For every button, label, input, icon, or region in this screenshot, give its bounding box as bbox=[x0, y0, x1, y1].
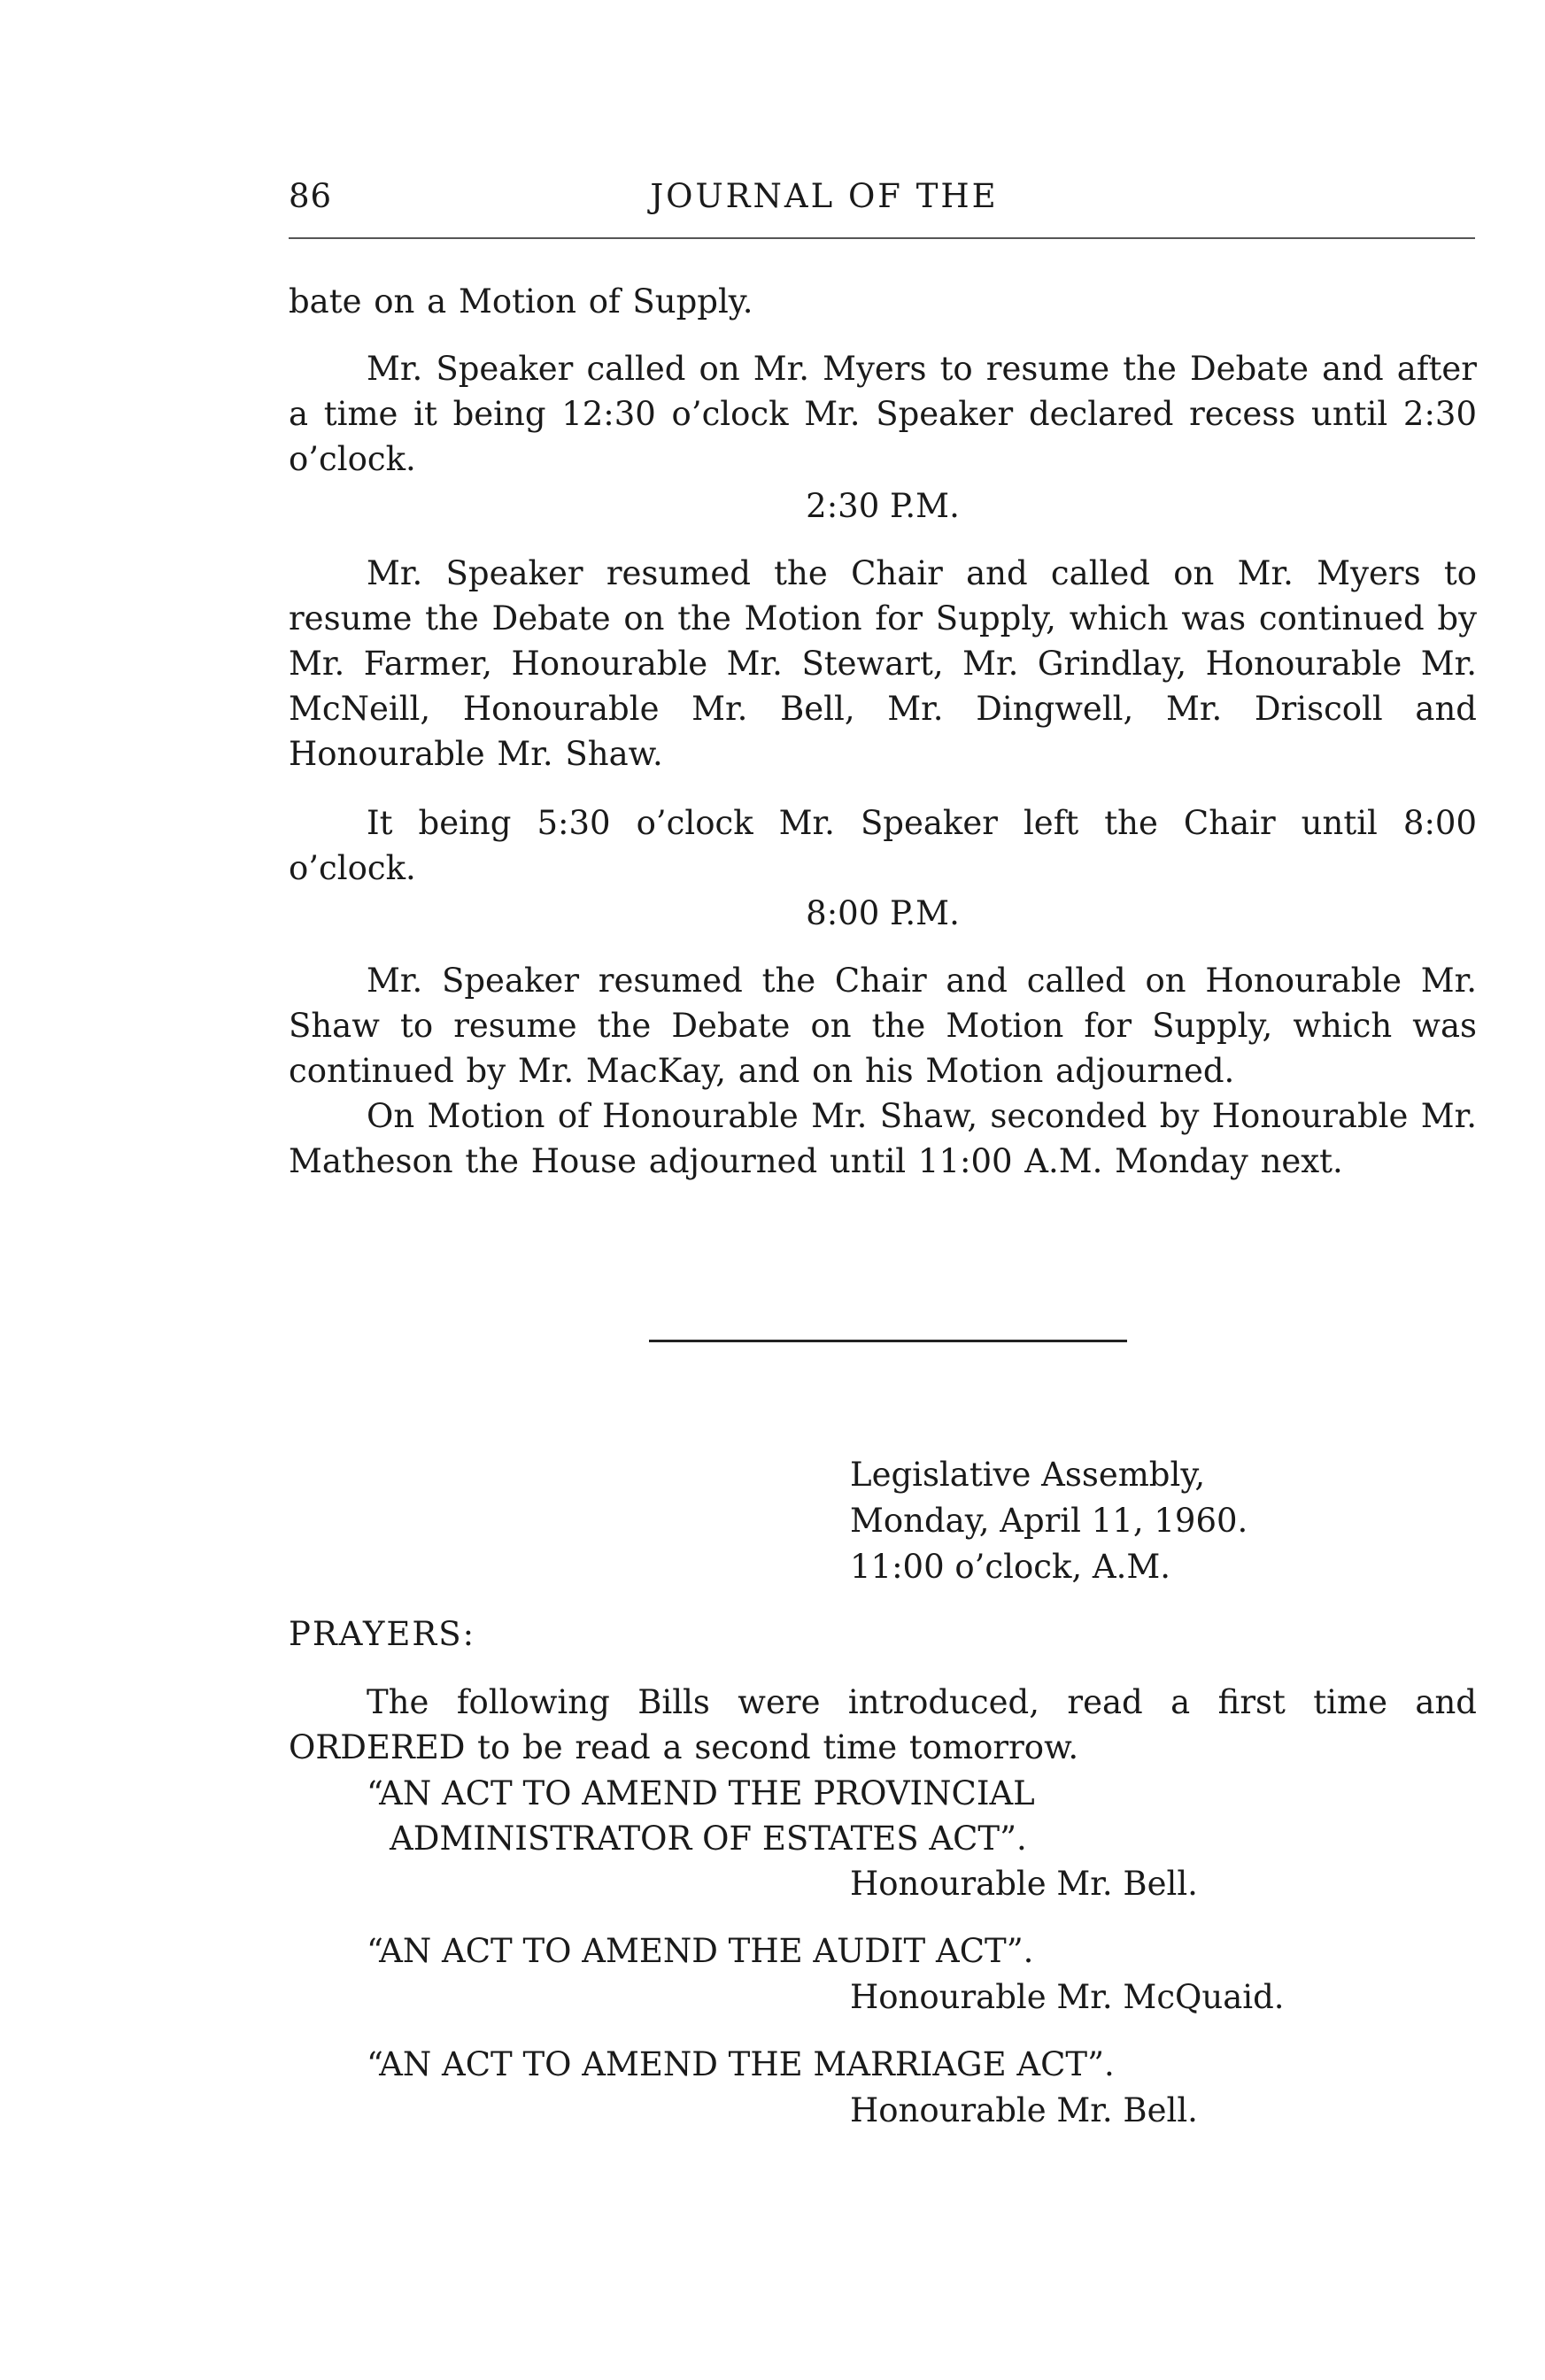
dateline-time: 11:00 o’clock, A.M. bbox=[850, 1548, 1171, 1586]
time-heading-afternoon: 2:30 P.M. bbox=[806, 487, 960, 525]
bill-title-line: “AN ACT TO AMEND THE PROVINCIAL bbox=[367, 1774, 1035, 1812]
dateline-date: Monday, April 11, 1960. bbox=[850, 1502, 1248, 1540]
paragraph-afternoon-debate: Mr. Speaker resumed the Chair and called on Mr. Myers to resume the Debate on the Motion for Supply, which was continued by Mr. Farmer, Honourable Mr. Stewart, Mr. Grindlay, Honourable Mr. McNeill, Honourable Mr. Bell, Mr. Dingwell, Mr. Driscoll and Honourable Mr. Shaw. bbox=[289, 554, 1477, 773]
bill-title-line: “AN ACT TO AMEND THE MARRIAGE ACT”. bbox=[367, 2045, 1115, 2083]
paragraph-chair-left: It being 5:30 o’clock Mr. Speaker left the Chair until 8:00 o’clock. bbox=[289, 804, 1477, 887]
paragraph-adjournment: On Motion of Honourable Mr. Shaw, seconded by Honourable Mr. Matheson the House adjourned until 11:00 A.M. Monday next. bbox=[289, 1097, 1477, 1180]
header-rule bbox=[289, 237, 1475, 239]
section-divider bbox=[649, 1340, 1127, 1342]
running-head: JOURNAL OF THE bbox=[650, 177, 999, 215]
bill-title bbox=[367, 2042, 1115, 2087]
bill-title-line: ADMINISTRATOR OF ESTATES ACT”. bbox=[390, 1820, 1027, 1858]
paragraph-evening-debate: Mr. Speaker resumed the Chair and called on Honourable Mr. Shaw to resume the Debate on the Motion for Supply, which was continued by Mr. MacKay, and on his Motion adjourned. bbox=[289, 962, 1477, 1090]
time-heading-evening: 8:00 P.M. bbox=[806, 894, 960, 932]
bill-title bbox=[367, 1928, 1033, 1974]
prayers-heading: PRAYERS: bbox=[289, 1615, 476, 1653]
page-header bbox=[289, 177, 1475, 230]
bills-intro: The following Bills were introduced, read a first time and ORDERED to be read a second time tomorrow. bbox=[289, 1683, 1477, 1766]
bill-title-line: “AN ACT TO AMEND THE AUDIT ACT”. bbox=[367, 1932, 1034, 1970]
bill-sponsor: Honourable Mr. Bell. bbox=[850, 1865, 1198, 1903]
paragraph-continued: bate on a Motion of Supply. bbox=[289, 282, 753, 321]
page-number: 86 bbox=[289, 177, 333, 215]
paragraph-recess: Mr. Speaker called on Mr. Myers to resume the Debate and after a time it being 12:30 o’clock Mr. Speaker declared recess until 2:30 o’clock. bbox=[289, 350, 1477, 478]
bill-title bbox=[367, 1771, 1035, 1861]
bill-sponsor: Honourable Mr. McQuaid. bbox=[850, 1978, 1285, 2016]
dateline-place: Legislative Assembly, bbox=[850, 1456, 1206, 1494]
bill-sponsor: Honourable Mr. Bell. bbox=[850, 2091, 1198, 2129]
